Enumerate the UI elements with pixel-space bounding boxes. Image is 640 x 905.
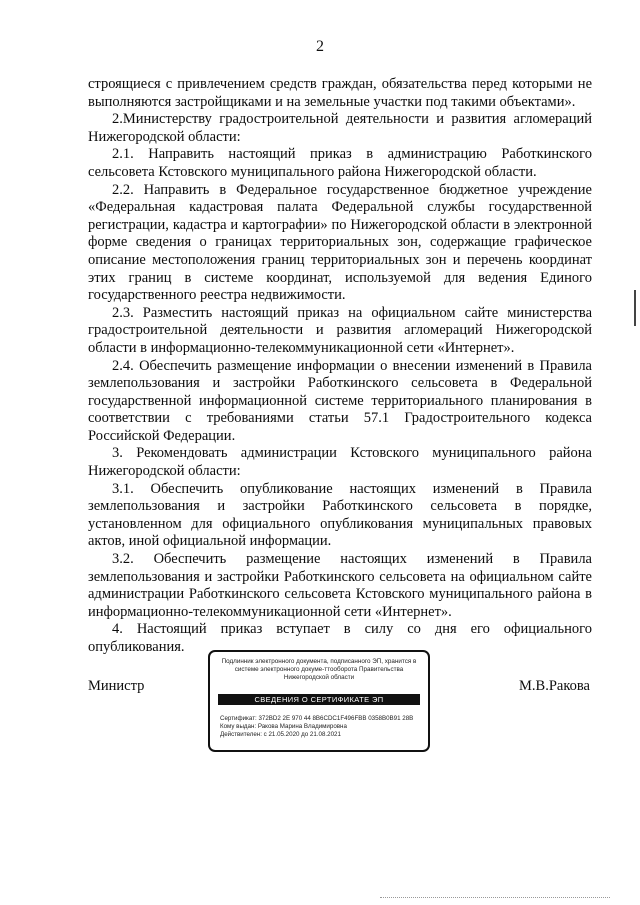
paragraph-item-3-2: 3.2. Обеспечить размещение настоящих изменений в Правила землепользования и застройки Работкинского сельсовета на официальном сайте администрации Работкинского сельсовета Кстовского муниципального района в информационно-телекоммуникационной сети «Интернет». (88, 551, 592, 620)
paragraph-item-2: 2.Министерству градостроительной деятельности и развития агломераций Нижегородской области: (88, 111, 592, 145)
scan-artifact-mark (634, 290, 636, 326)
document-body (88, 76, 592, 657)
paragraph-item-3: 3. Рекомендовать администрации Кстовского муниципального района Нижегородской области: (88, 445, 592, 480)
paragraph-item-4: 4. Настоящий приказ вступает в силу со дня его официального опубликования. (88, 621, 592, 655)
stamp-header: СВЕДЕНИЯ О СЕРТИФИКАТЕ ЭП (218, 694, 420, 705)
paragraph-item-3-1: 3.1. Обеспечить опубликование настоящих изменений в Правила землепользования и застройки Работкинского сельсовета в порядке, установленном для официального опубликования муниципальных правовых актов, иной официальной информации. (88, 480, 592, 550)
paragraph-item-2-2: 2.2. Направить в Федеральное государственное бюджетное учреждение «Федеральная кадастровая палата Федеральной службы государственной регистрации, кадастра и картографии» по Нижегородской области в электронной форме сведения о границах территориальных зон, содержащие графическое описание местоположения границ территориальных зон и перечень координат этих границ в системе координат, используемой для ведения Единого государственного реестра недвижимости. (88, 181, 592, 304)
paragraph-item-2-1: 2.1. Направить настоящий приказ в администрацию Работкинского сельсовета Кстовского муниципального района Нижегородской области. (88, 146, 592, 180)
stamp-details (220, 715, 422, 739)
stamp-validity: Действителен: с 21.05.2020 до 21.08.2021 (220, 731, 341, 738)
signatory-name: М.В.Ракова (519, 678, 590, 694)
scan-artifact-line (380, 897, 610, 899)
stamp-intro-text: Подлинник электронного документа, подписанного ЭП, хранится в системе электронного докуме-ттооборота Правительства Нижегородской области (221, 658, 417, 681)
paragraph-item-2-3: 2.3. Разместить настоящий приказ на официальном сайте министерства градостроительной деятельности и развития агломераций Нижегородской области в информационно-телекоммуникационной сети «Интернет». (88, 304, 592, 356)
signatory-position: Министр (88, 678, 145, 694)
stamp-certificate: Сертификат: 372BD2 2E 970 44 8B6CDC1F496FBB 0358B0B91 28B (220, 715, 414, 722)
page-number: 2 (316, 38, 324, 55)
e-signature-stamp (208, 650, 430, 752)
stamp-issued-to: Кому выдан: Ракова Марина Владимировна (220, 723, 347, 730)
paragraph-item-2-4: 2.4. Обеспечить размещение информации о внесении изменений в Правила землепользования и застройки Работкинского сельсовета в Федеральной государственной информационной системе территориального планирования в соответствии с требованиями статьи 57.1 Градостроительного кодекса Российской Федерации. (88, 357, 592, 444)
paragraph-continuation: строящиеся с привлечением средств граждан, обязательства перед которыми не выполняются застройщиками и на земельные участки под такими объектами». (88, 76, 592, 110)
